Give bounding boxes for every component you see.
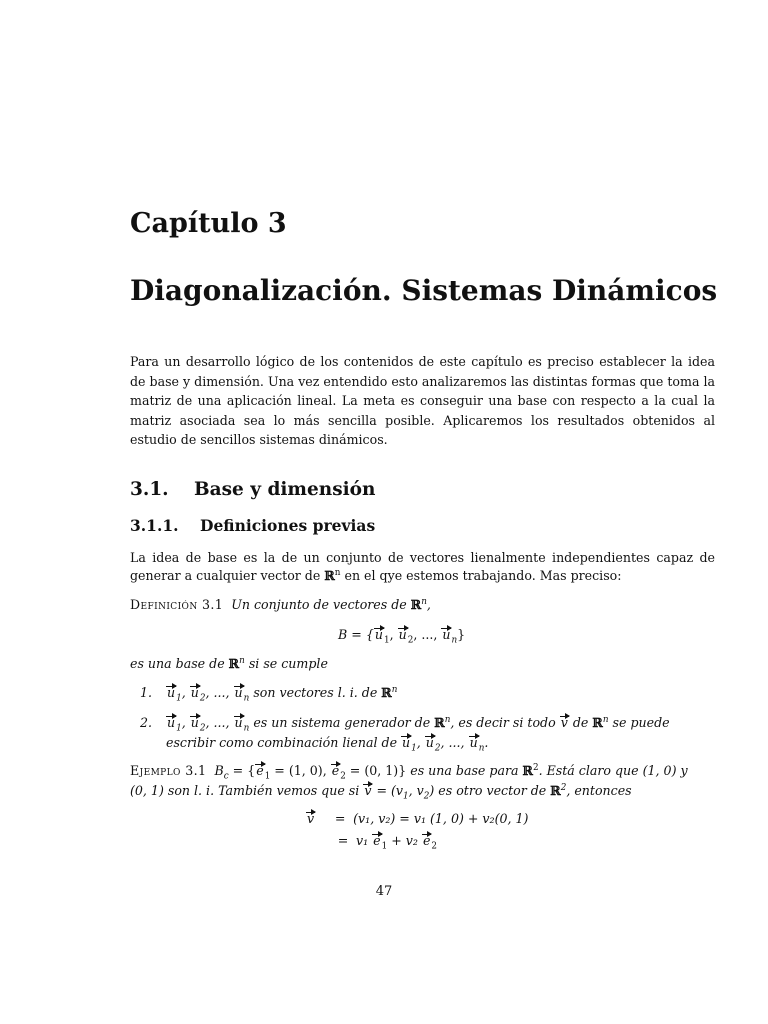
section-title: Base y dimensión [194,479,376,500]
definition-label: Definición 3.1 [130,597,224,612]
example-label: Ejemplo 3.1 [130,763,207,778]
chapter-title: Diagonalización. Sistemas Dinámicos [130,274,718,307]
chapter-intro: Para un desarrollo lógico de los contenidos de este capítulo es preciso establecer la idea de base y dimensión. Una vez entendido esto analizaremos las distintas formas que toma la matriz de una aplicación lineal. La meta es conseguir una base con respecto a la cual la matriz asociada sea lo más sencilla posible. Aplicaremos los resultados obtenidos al estudio de sencillos sistemas dinámicos. [130,354,715,448]
example-line-2: (0, 1) son l. i. También vemos que si $v = (v_1$, $v_2$) es otro vector de ℝ$^2$, entonces [130,782,632,802]
subsection-text-line-1: La idea de base es la de un conjunto de vectores lienalmente independientes capaz de [130,550,715,565]
subsection-number: 3.1.1. [130,516,179,535]
chapter-label: Capítulo 3 [130,208,287,239]
definition-base-condition: es una base de ℝ$^n$ si se cumple [130,655,328,671]
section-heading [130,479,375,500]
definition-header: Definición 3.1 Un conjunto de vectores de ℝ$^n$, [130,596,431,612]
page-number: 47 [375,884,393,899]
definition-item-2: 2. $u_1$, $u_2$, ..., $u_n$ es un sistema generador de ℝ$^n$, es decir si todo v de ℝ$^n$ se puede [140,714,670,734]
example-line-1: Ejemplo 3.1 $B_c = \{e_1 = (1$, 0), $e_2 = (0$, 1)} es una base para ℝ$^2$. Está claro que (1, 0) y [130,762,688,782]
subsection-title: Definiciones previas [200,516,376,535]
section-number: 3.1. [130,479,169,500]
definition-item-2-continued: escribir como combinación lienal de $u_1$, $u_2$, ..., $u_n$. [166,735,489,754]
example-equation-2: = v₁ $e_1 + v_2$ $e_2$ [337,833,438,852]
subsection-text-line-2: generar a cualquier vector de ℝ$^n$ en el qye estemos trabajando. Mas preciso: [130,567,622,583]
example-equation-1: v = (v₁, v₂) = v₁ (1, 0) + v₂(0, 1) [307,811,529,826]
definition-item-1: 1. $u_1$, $u_2$, ..., $u_n$ son vectores l. i. de ℝ$^n$ [140,684,398,704]
subsection-heading [130,516,375,535]
definition-set-equation: $B = \{u_1$, $u_2$, ..., $u_n$} [338,627,466,646]
